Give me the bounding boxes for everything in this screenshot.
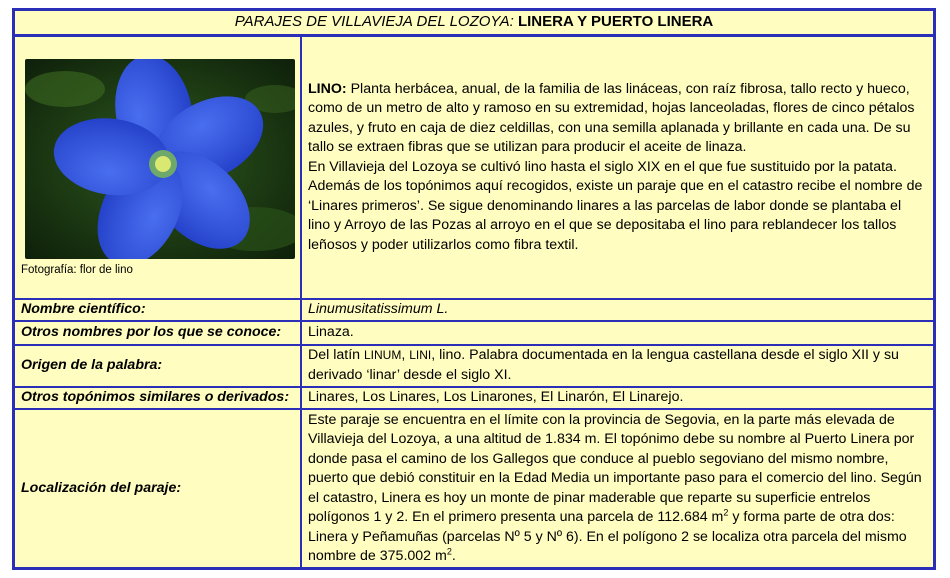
label-similares: Otros topónimos similares o derivados: [15, 387, 301, 409]
term-label: LINO: [308, 80, 347, 97]
description-text-1: Planta herbácea, anual, de la familia de las lináceas, con raíz fibrosa, tallo recto y hueco, como de un metro de alto y ramoso en su extremidad, hojas lanceoladas, flores de cinco pétalos azules, y fruto en caja de diez celdillas, con una semilla aplanada y brillante en cada una. De su tallo se extraen fibras que se utilizan para producir el aceite de linaza. [308, 80, 915, 156]
document-frame [12, 8, 936, 570]
photo-cell [15, 37, 301, 299]
value-cientifico: Linumusitatissimum L. [301, 299, 933, 321]
table-row [15, 37, 933, 299]
origen-pre: Del latín [308, 347, 364, 363]
origen-comma: , [401, 347, 410, 363]
label-otros: Otros nombres por los que se conoce: [15, 321, 301, 345]
photo-caption: Fotografía: flor de lino [21, 263, 133, 276]
table-row [15, 321, 933, 345]
label-origen: Origen de la palabra: [15, 345, 301, 387]
localizacion-text-1: Este paraje se encuentra en el límite con la provincia de Segovia, en la parte más elevada de Villavieja del Lozoya, a una altitud de 1.834 m. El topónimo debe su nombre al Puerto Linera por donde pasa el camino de los Gallegos que conduce al pueblo segoviano del mismo nombre, puerto que debió constituir en la Edad Media un importante paso para el comercio del lino. Según el catastro, Linera es hoy un monte de pinar maderable que reparte su superficie entrelos polígonos 1 y 2. En el primero presenta una parcela de 112.684 m [308, 411, 922, 525]
flax-flower-photo [25, 59, 295, 259]
label-localizacion: Localización del paraje: [15, 409, 301, 569]
info-table [15, 37, 933, 570]
superscript-2: 2 [446, 546, 452, 557]
value-localizacion [301, 409, 933, 569]
value-origen [301, 345, 933, 387]
localizacion-text-2: y forma parte de otra dos: Linera y Peñamuñas (parcelas Nº 5 y Nº 6). En el polígono 2 se localiza otra parcela del mismo nombre de 375.002 m [308, 509, 907, 564]
description-para-1 [308, 80, 927, 158]
title-italic: PARAJES DE VILLAVIEJA DEL LOZOYA: [234, 13, 514, 30]
title-bold: LINERA Y PUERTO LINERA [517, 13, 714, 30]
superscript-1: 2 [723, 507, 729, 518]
label-cientifico: Nombre científico: [15, 299, 301, 321]
table-row [15, 299, 933, 321]
origen-latin-1: LINUM [364, 348, 402, 362]
table-row [15, 387, 933, 409]
value-similares: Linares, Los Linares, Los Linarones, El Linarón, El Linarejo. [301, 387, 933, 409]
value-otros: Linaza. [301, 321, 933, 345]
table-row [15, 345, 933, 387]
description-cell [301, 37, 933, 299]
description-para-2: En Villavieja del Lozoya se cultivó lino hasta el siglo XIX en el que fue sustituido por la patata. Además de los topónimos aquí recogidos, existe un paraje que en el catastro recibe el nombre de ‘Linares primeros’. Se sigue denominando linares a las parcelas de labor donde se plantaba el lino y Arroyo de las Pozas al arroyo en el que se depositaba el lino para reblandecer los tallos leñosos y poder utilizarlos como fibra textil. [308, 158, 923, 253]
localizacion-text-3: . [451, 548, 456, 564]
page-title [15, 11, 933, 37]
origen-post: , lino. Palabra documentada en la lengua castellana desde el siglo XII y su derivado ‘linar’ desde el siglo XI. [308, 347, 899, 383]
table-row [15, 409, 933, 569]
origen-latin-2: LINI [409, 348, 432, 362]
